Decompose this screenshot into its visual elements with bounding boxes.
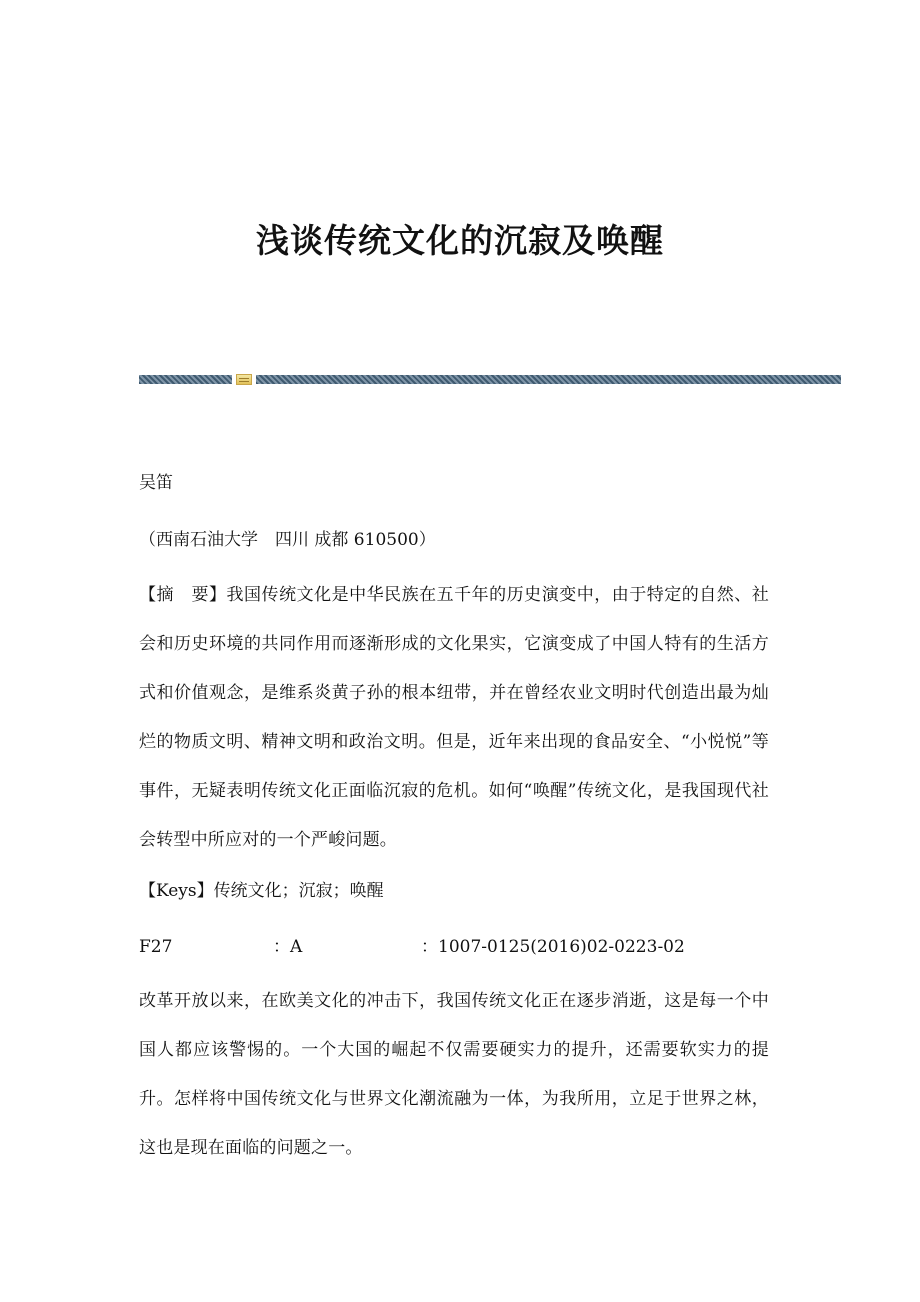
abstract-paragraph: 【摘 要】我国传统文化是中华民族在五千年的历史演变中，由于特定的自然、社会和历史环境的共同作用而逐渐形成的文化果实，它演变成了中国人特有的生活方式和价值观念，是维系炎黄子孙的根本纽带，并在曾经农业文明时代创造出最为灿烂的物质文明、精神文明和政治文明。但是，近年来出现的食品安全、“小悦悦”等事件，无疑表明传统文化正面临沉寂的危机。如何“唤醒”传统文化，是我国现代社会转型中所应对的一个严峻问题。 <box>139 585 769 850</box>
divider-bar-right <box>256 375 841 384</box>
author-name: 吴笛 <box>139 473 173 493</box>
document-code: ：A <box>273 937 303 957</box>
document-title: 浅谈传统文化的沉寂及唤醒 <box>256 221 664 260</box>
body-paragraph: 改革开放以来，在欧美文化的冲击下，我国传统文化正在逐步消逝，这是每一个中国人都应该警惕的。一个大国的崛起不仅需要硬实力的提升，还需要软实力的提升。怎样将中国传统文化与世界文化潮流融为一体，为我所用，立足于世界之林，这也是现在面临的问题之一。 <box>139 991 769 1158</box>
divider-ornament-icon <box>236 374 252 385</box>
clc-number: F27 <box>139 937 173 957</box>
author-affiliation: （西南石油大学 四川 成都 610500） <box>139 530 436 550</box>
classification-line <box>139 935 699 959</box>
keywords-line: 【Keys】传统文化；沉寂；唤醒 <box>139 881 384 901</box>
divider-bar-left <box>139 375 232 384</box>
article-id: ：1007-0125(2016)02-0223-02 <box>421 937 685 957</box>
title-divider <box>139 375 841 384</box>
